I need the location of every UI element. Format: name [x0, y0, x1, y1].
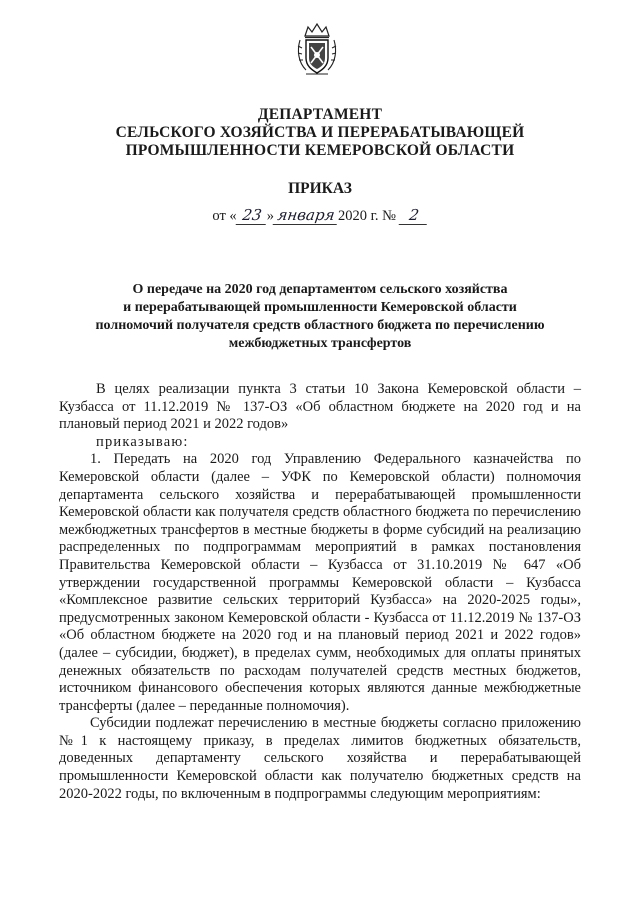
subject-line-3: полномочий получателя средств областного бюджета по перечислению [95, 318, 545, 333]
order-date-prefix: от « [212, 208, 237, 224]
order-day: 23 [235, 206, 268, 225]
subsidies-paragraph: Субсидии подлежат перечислению в местные бюджеты согласно приложению №1 к настоящему приказу, в пределах лимитов бюджетных обязательств, доведенных департаменту сельского хозяйства и перерабатывающей промышленности Кемеровской области как получателю бюджетных средств на 2020-2022 годы, по включенным в подпрограммы следующим мероприятиям: [59, 715, 581, 802]
header-line-2: СЕЛЬСКОГО ХОЗЯЙСТВА И ПЕРЕРАБАТЫВАЮЩЕЙ [115, 124, 525, 141]
coat-of-arms-icon [294, 22, 340, 78]
header-line-3: ПРОМЫШЛЕННОСТИ КЕМЕРОВСКОЙ ОБЛАСТИ [125, 142, 515, 159]
subject-line-4: межбюджетных трансфертов [228, 336, 412, 351]
subject-line-2: и перерабатывающей промышленности Кемеровской области [123, 300, 517, 315]
department-header [0, 106, 640, 160]
order-year: 2020 г. [337, 208, 379, 224]
order-number-label: № [382, 208, 396, 224]
order-date-middle: » [266, 208, 274, 224]
order-number: 2 [398, 206, 429, 225]
order-subject [60, 281, 580, 353]
order-title: ПРИКАЗ [288, 180, 352, 197]
subject-line-1: О передаче на 2020 год департаментом сельского хозяйства [132, 282, 508, 297]
order-month: января [273, 206, 340, 225]
intro-paragraph: В целях реализации пункта 3 статьи 10 Закона Кемеровской области – Кузбасса от 11.12.2019 № 137-ОЗ «Об областном бюджете на 2020 год и на плановый период 2021 и 2022 годов» [59, 381, 581, 433]
order-date-line [0, 206, 640, 225]
header-line-1: ДЕПАРТАМЕНТ [257, 106, 383, 123]
order-body [59, 381, 581, 803]
item-1-paragraph: 1. Передать на 2020 год Управлению Федерального казначейства по Кемеровской области (далее – УФК по Кемеровской области) полномочия департамента сельского хозяйства и перерабатывающей промышленности Кемеровской области как получателя средств областного бюджета по перечислению межбюджетных трансфертов в местные бюджеты в форме субсидий на реализацию распределенных по подпрограммам мероприятий в рамках постановления Правительства Кемеровской области – Кузбасса от 31.10.2019 № 647 «Об утверждении государственной программы Кемеровской области – Кузбасса «Комплексное развитие сельских территорий Кузбасса» на 2020-2025 годы», предусмотренных законом Кемеровской области - Кузбасса от 11.12.2019 № 137-ОЗ «Об областном бюджете на 2020 год и на плановый период 2021 и 2022 годов» (далее – субсидии, бюджет), в пределах сумм, необходимых для оплаты принятых денежных обязательств по расходам получателей средств местных бюджетов, источником финансового обеспечения которых являются данные межбюджетные трансферты (далее – переданные полномочия). [59, 451, 581, 714]
decree-word: приказываю: [96, 433, 189, 450]
